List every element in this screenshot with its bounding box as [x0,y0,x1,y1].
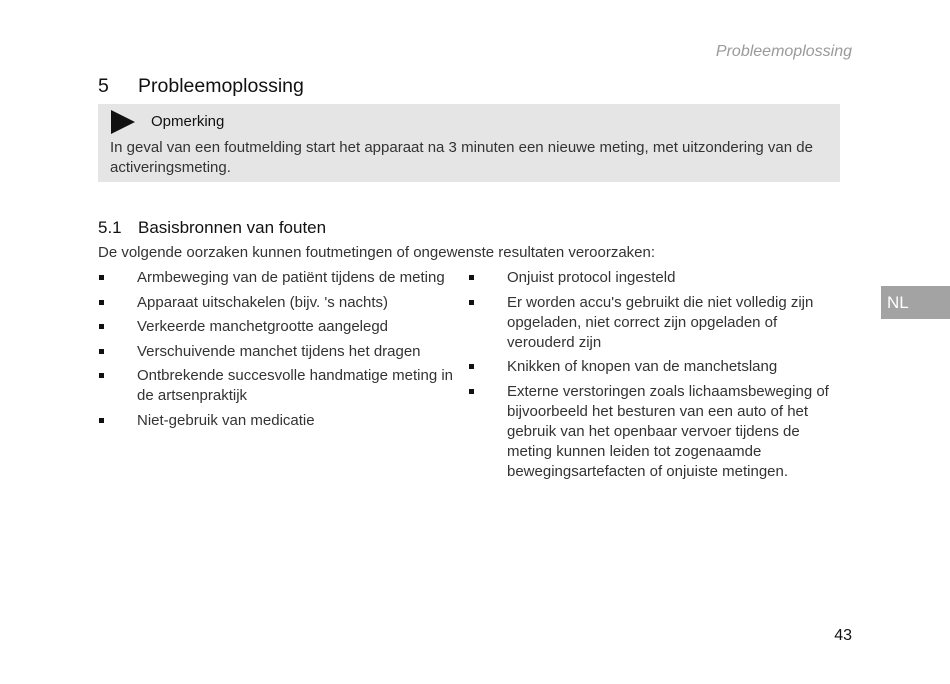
list-item: Niet-gebruik van medicatie [98,411,460,431]
section-number: 5.1 [98,218,122,237]
running-header: Probleemoplossing [715,43,852,60]
list-item: Externe verstoringen zoals lichaamsbeweging of bijvoorbeeld het besturen van een auto of het gebruik van het openbaar vervoer tijdens de meting kunnen leiden tot zogenaamde bewegingsartefacten of onjuiste metingen. [468,382,830,482]
bullet-list-left [98,268,460,435]
chapter-number: 5 [98,75,109,97]
note-box [98,104,840,182]
play-arrow-icon [111,110,135,134]
section-title: Basisbronnen van fouten [138,218,327,237]
language-tab: NL [881,286,950,319]
list-item: Apparaat uitschakelen (bijv. 's nachts) [98,293,460,313]
section-intro: De volgende oorzaken kunnen foutmetingen of ongewenste resultaten veroorzaken: [98,244,656,261]
list-item: Knikken of knopen van de manchetslang [468,357,830,377]
note-title: Opmerking [151,113,225,130]
page-number: 43 [834,627,852,644]
chapter-heading [98,75,304,98]
section-heading [98,218,326,238]
bullet-list-right [468,268,830,486]
list-item: Verkeerde manchetgrootte aangelegd [98,317,460,337]
list-item: Onjuist protocol ingesteld [468,268,830,288]
list-item: Ontbrekende succesvolle handmatige meting in de artsenpraktijk [98,366,460,406]
note-text: In geval van een foutmelding start het apparaat na 3 minuten een nieuwe meting, met uitzondering van de activeringsmeting. [110,139,813,176]
chapter-title: Probleemoplossing [138,75,304,97]
list-item: Armbeweging van de patiënt tijdens de meting [98,268,460,288]
list-item: Er worden accu's gebruikt die niet volledig zijn opgeladen, niet correct zijn opgeladen of verouderd zijn [468,293,830,353]
list-item: Verschuivende manchet tijdens het dragen [98,342,460,362]
